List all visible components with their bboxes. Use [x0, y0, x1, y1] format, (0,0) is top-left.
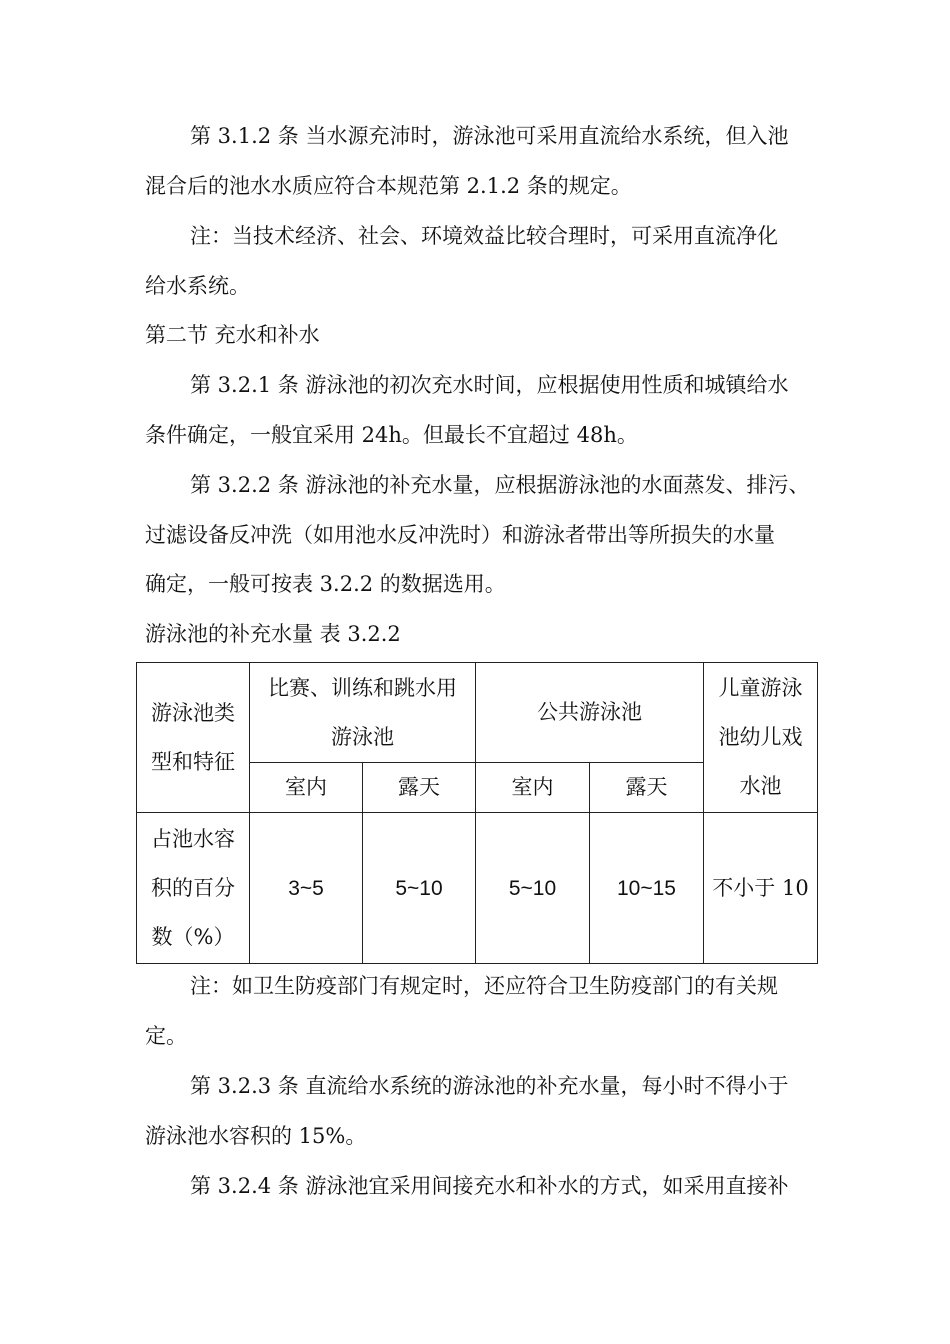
- value-public-outdoor: 10~15: [590, 813, 704, 964]
- note-1-line-1: 注：当技术经济、社会、环境效益比较合理时，可采用直流净化: [190, 224, 778, 248]
- header-children-text: 儿童游泳池幼儿戏水池: [718, 676, 803, 799]
- paragraph-3-2-3-line-2: 游泳池水容积的 15%。: [145, 1124, 367, 1148]
- row-label-percentage-text: 占池水容积的百分数（%）: [151, 826, 235, 949]
- paragraph-3-2-1-line-2: 条件确定，一般宜采用 24h。但最长不宜超过 48h。: [145, 423, 638, 447]
- paragraph-3-2-2-line-2: 过滤设备反冲洗（如用池水反冲洗时）和游泳者带出等所损失的水量: [145, 523, 775, 547]
- value-children: 不小于 10: [704, 813, 818, 964]
- paragraph-3-2-1-line-1: 第 3.2.1 条 游泳池的初次充水时间，应根据使用性质和城镇给水: [190, 373, 789, 397]
- sub-indoor-public: 室内: [476, 763, 590, 813]
- value-competition-outdoor: 5~10: [363, 813, 476, 964]
- section-heading: 第二节 充水和补水: [145, 323, 320, 347]
- row-label-percentage: [137, 813, 250, 964]
- value-public-indoor: 5~10: [476, 813, 590, 964]
- sub-outdoor-competition: 露天: [363, 763, 476, 813]
- value-competition-indoor: 3~5: [250, 813, 363, 964]
- makeup-water-table: [136, 662, 818, 964]
- note-2-line-2: 定。: [145, 1024, 187, 1048]
- header-pool-type: [137, 663, 250, 813]
- paragraph-3-2-2-line-3: 确定，一般可按表 3.2.2 的数据选用。: [145, 572, 506, 596]
- paragraph-3-2-4-line-1: 第 3.2.4 条 游泳池宜采用间接充水和补水的方式，如采用直接补: [190, 1174, 789, 1198]
- paragraph-3-1-2-line-2: 混合后的池水水质应符合本规范第 2.1.2 条的规定。: [145, 174, 632, 198]
- header-competition: [250, 663, 476, 763]
- header-pool-type-text: 游泳池类型和特征: [151, 700, 235, 774]
- header-children: [704, 663, 818, 813]
- note-2-line-1: 注：如卫生防疫部门有规定时，还应符合卫生防疫部门的有关规: [190, 974, 778, 998]
- note-1-line-2: 给水系统。: [145, 274, 250, 298]
- paragraph-3-2-3-line-1: 第 3.2.3 条 直流给水系统的游泳池的补充水量，每小时不得小于: [190, 1074, 789, 1098]
- sub-outdoor-public: 露天: [590, 763, 704, 813]
- paragraph-3-2-2-line-1: 第 3.2.2 条 游泳池的补充水量，应根据游泳池的水面蒸发、排污、: [190, 473, 810, 497]
- table-caption: 游泳池的补充水量 表 3.2.2: [145, 622, 401, 646]
- paragraph-3-1-2-line-1: 第 3.1.2 条 当水源充沛时，游泳池可采用直流给水系统，但入池: [190, 124, 789, 148]
- header-public: 公共游泳池: [476, 663, 704, 763]
- sub-indoor-competition: 室内: [250, 763, 363, 813]
- header-competition-text: 比赛、训练和跳水用游泳池: [268, 675, 457, 749]
